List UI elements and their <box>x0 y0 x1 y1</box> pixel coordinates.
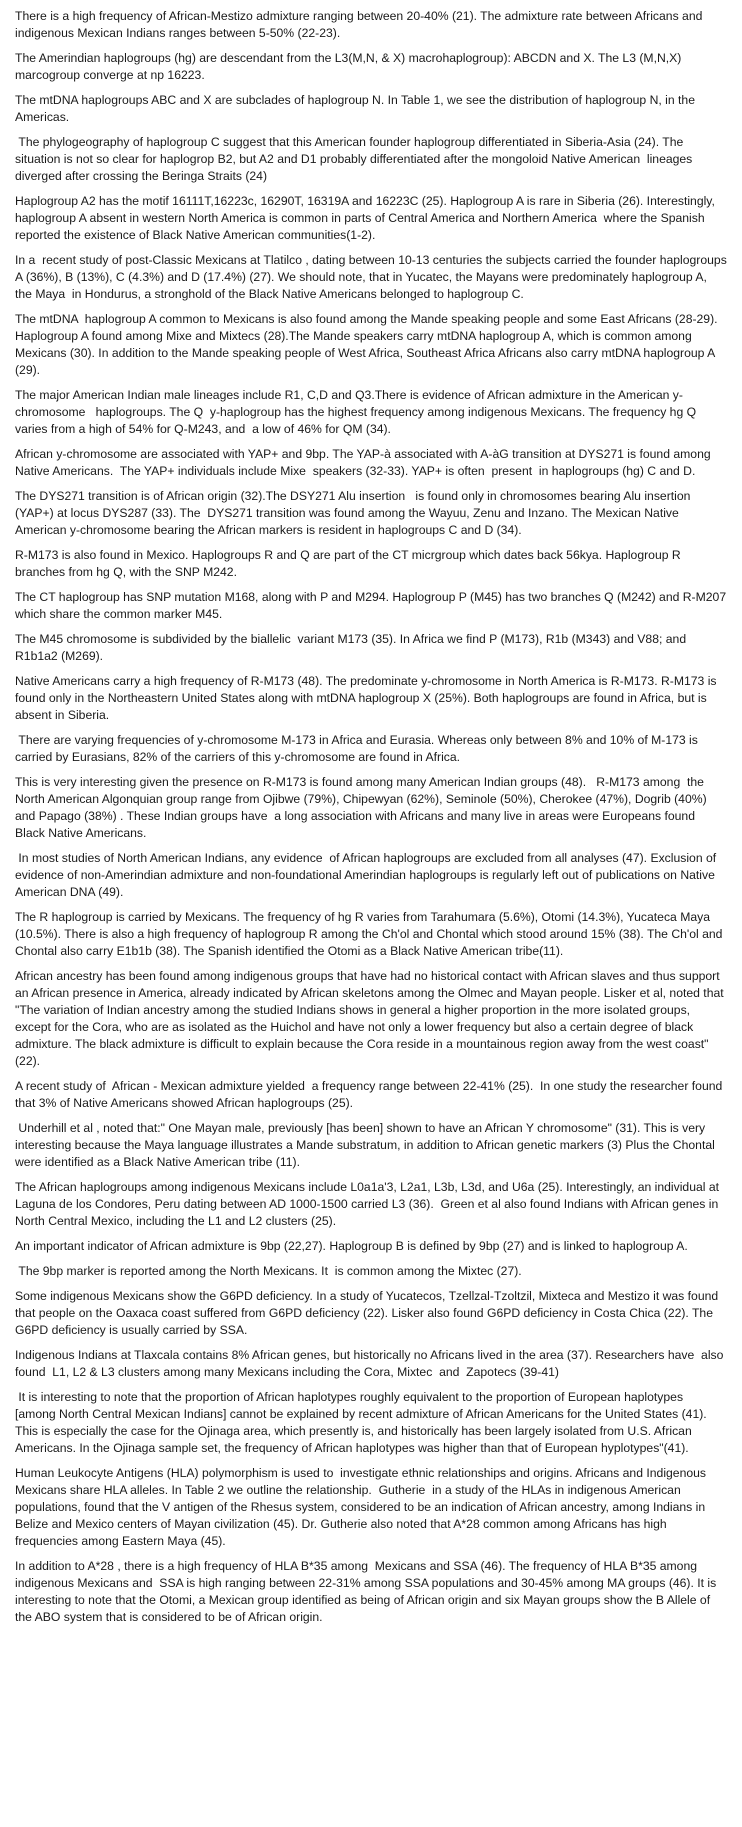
paragraph: The Amerindian haplogroups (hg) are descendant from the L3(M,N, & X) macrohaplogroup): ABCDN and X. The L3 (M,N,X) marcogroup converge at np 16223. <box>15 51 685 82</box>
paragraph: R-M173 is also found in Mexico. Haplogroups R and Q are part of the CT micrgroup which dates back 56kya. Haplogroup R branches from hg Q, with the SNP M242. <box>15 548 685 579</box>
paragraph: Human Leukocyte Antigens (HLA) polymorphism is used to investigate ethnic relationships and origins. Africans and Indigenous Mexicans share HLA alleles. In Table 2 we outline the relationship. Gutherie in a study of the HLAs in indigenous American populations, found that the V antigen of the Rhesus system, considered to be an indication of African ancestry, among Indians in Belize and Mexico centers of Mayan civilization (45). Dr. Gutherie also noted that A*28 common among Africans has high frequencies among Eastern Maya (45). <box>15 1466 710 1548</box>
paragraph: The R haplogroup is carried by Mexicans. The frequency of hg R varies from Tarahumara (5.6%), Otomi (14.3%), Yucateca Maya (10.5%). There is also a high frequency of haplogroup R among the Ch'ol and Chontal which stood around 15% (38). The Ch'ol and Chontal also carry E1b1b (38). The Spanish identified the Otomi as a Black Native American tribe(11). <box>15 910 726 958</box>
paragraph: In a recent study of post-Classic Mexicans at Tlatilco , dating between 10-13 centuries the subjects carried the founder haplogroups A (36%), B (13%), C (4.3%) and D (17.4%) (27). We should note, that in Yucatec, the Mayans were predominately haplogroup A, the Maya in Hondurus, a stronghold of the Black Native Americans belonged to haplogroup C. <box>15 253 730 301</box>
paragraph: Some indigenous Mexicans show the G6PD deficiency. In a study of Yucatecos, Tzellzal-Tzoltzil, Mixteca and Mestizo it was found that people on the Oaxaca coast suffered from G6PD deficiency (22). Lisker also found G6PD deficiency in Costa Chica (22). The G6PD deficiency is usually carried by SSA. <box>15 1289 722 1337</box>
paragraph: African ancestry has been found among indigenous groups that have had no historical contact with African slaves and thus support an African presence in America, already indicated by African skeletons among the Olmec and Mayan people. Lisker et al, noted that "The variation of Indian ancestry among the studied Indians shows in general a higher proportion in the more isolated groups, except for the Cora, who are as isolated as the Huichol and have not only a lower frequency but also a certain degree of black admixture. The black admixture is difficult to explain because the Cora reside in a mountainous region away from the west coast" (22). <box>15 969 728 1068</box>
document-body <box>15 8 730 1634</box>
paragraph: Native Americans carry a high frequency of R-M173 (48). The predominate y-chromosome in North America is R-M173. R-M173 is found only in the Northeastern United States along with mtDNA haplogroup X (25%). Both haplogroups are found in Africa, but is absent in Siberia. <box>15 674 720 722</box>
paragraph: The phylogeography of haplogroup C suggest that this American founder haplogroup differentiated in Siberia-Asia (24). The situation is not so clear for haplogrop B2, but A2 and D1 probably differentiated after the mongoloid Native American lineages diverged after crossing the Beringa Straits (24) <box>15 135 696 183</box>
paragraph: Underhill et al , noted that:" One Mayan male, previously [has been] shown to have an African Y chromosome" (31). This is very interesting because the Maya language illustrates a Mande substratum, in addition to African genetic markers (3) Plus the Chontal were identified as a Black Native American tribe (11). <box>15 1121 719 1169</box>
paragraph: The M45 chromosome is subdivided by the biallelic variant M173 (35). In Africa we find P (M173), R1b (M343) and V88; and R1b1a2 (M269). <box>15 632 690 663</box>
paragraph: In addition to A*28 , there is a high frequency of HLA B*35 among Mexicans and SSA (46). The frequency of HLA B*35 among indigenous Mexicans and SSA is high ranging between 22-31% among SSA populations and 30-45% among MA groups (46). It is interesting to note that the Otomi, a Mexican group identified as being of African origin and six Mayan groups show the B Allele of the ABO system that is considered to be of African origin. <box>15 1559 720 1624</box>
paragraph: An important indicator of African admixture is 9bp (22,27). Haplogroup B is defined by 9bp (27) and is linked to haplogroup A. <box>15 1239 688 1253</box>
paragraph: In most studies of North American Indians, any evidence of African haplogroups are excluded from all analyses (47). Exclusion of evidence of non-Amerindian admixture and non-foundational Amerindian haplogroups is regularly left out of publications on Native American DNA (49). <box>15 851 720 899</box>
paragraph: The African haplogroups among indigenous Mexicans include L0a1a'3, L2a1, L3b, L3d, and U6a (25). Interestingly, an individual at Laguna de los Condores, Peru dating between AD 1000-1500 carried L3 (36). Green et al also found Indians with African genes in North Central Mexico, including the L1 and L2 clusters (25). <box>15 1180 723 1228</box>
paragraph: This is very interesting given the presence on R-M173 is found among many American Indian groups (48). R-M173 among the North American Algonquian group range from Ojibwe (79%), Chipewyan (62%), Seminole (50%), Cherokee (47%), Dogrib (40%) and Papago (38%) . These Indian groups have a long association with Africans and many live in areas were Europeans found Black Native Americans. <box>15 775 711 840</box>
paragraph: The CT haplogroup has SNP mutation M168, along with P and M294. Haplogroup P (M45) has two branches Q (M242) and R-M207 which share the common marker M45. <box>15 590 730 621</box>
paragraph: Haplogroup A2 has the motif 16111T,16223c, 16290T, 16319A and 16223C (25). Haplogroup A is rare in Siberia (26). Interestingly, haplogroup A absent in western North America is common in parts of Central America and Northern America where the Spanish reported the existence of Black Native American communities(1-2). <box>15 194 719 242</box>
paragraph: It is interesting to note that the proportion of African haplotypes roughly equivalent to the proportion of European haplotypes [among North Central Mexican Indians] cannot be explained by recent admixture of African Americans for the United States (41). This is especially the case for the Ojinaga area, which presently is, and historically has been largely isolated from U.S. African Americans. In the Ojinaga sample set, the frequency of African haplotypes was higher than that of European hyplotypes"(41). <box>15 1390 710 1455</box>
paragraph: African y-chromosome are associated with YAP+ and 9bp. The YAP-à associated with A-àG transition at DYS271 is found among Native Americans. The YAP+ individuals include Mixe speakers (32-33). YAP+ is often present in haplogroups (hg) C and D. <box>15 447 715 478</box>
paragraph: There are varying frequencies of y-chromosome M-173 in Africa and Eurasia. Whereas only between 8% and 10% of M-173 is carried by Eurasians, 82% of the carriers of this y-chromosome are found in Africa. <box>15 733 702 764</box>
paragraph: The 9bp marker is reported among the North Mexicans. It is common among the Mixtec (27). <box>15 1264 522 1278</box>
paragraph: There is a high frequency of African-Mestizo admixture ranging between 20-40% (21). The admixture rate between Africans and indigenous Mexican Indians ranges between 5-50% (22-23). <box>15 9 706 40</box>
paragraph: The major American Indian male lineages include R1, C,D and Q3.There is evidence of African admixture in the American y-chromosome haplogroups. The Q y-haplogroup has the highest frequency among indigenous Mexicans. The frequency hg Q varies from a high of 54% for Q-M243, and a low of 46% for QM (34). <box>15 388 700 436</box>
paragraph: The mtDNA haplogroups ABC and X are subclades of haplogroup N. In Table 1, we see the distribution of haplogroup N, in the Americas. <box>15 93 698 124</box>
paragraph: The mtDNA haplogroup A common to Mexicans is also found among the Mande speaking people and some East Africans (28-29). Haplogroup A found among Mixe and Mixtecs (28).The Mande speakers carry mtDNA haplogroup A, which is common among Mexicans (30). In addition to the Mande speaking people of West Africa, Southeast Africa Africans also carry mtDNA haplogroup A (29). <box>15 312 721 377</box>
paragraph: The DYS271 transition is of African origin (32).The DSY271 Alu insertion is found only in chromosomes bearing Alu insertion (YAP+) at locus DYS287 (33). The DYS271 transition was found among the Wayuu, Zenu and Inzano. The Mexican Native American y-chromosome bearing the African markers is resident in haplogroups C and D (34). <box>15 489 694 537</box>
paragraph: A recent study of African - Mexican admixture yielded a frequency range between 22-41% (25). In one study the researcher found that 3% of Native Americans showed African haplogroups (25). <box>15 1079 726 1110</box>
paragraph: Indigenous Indians at Tlaxcala contains 8% African genes, but historically no Africans lived in the area (37). Researchers have also found L1, L2 & L3 clusters among many Mexicans including the Cora, Mixtec and Zapotecs (39-41) <box>15 1348 727 1379</box>
